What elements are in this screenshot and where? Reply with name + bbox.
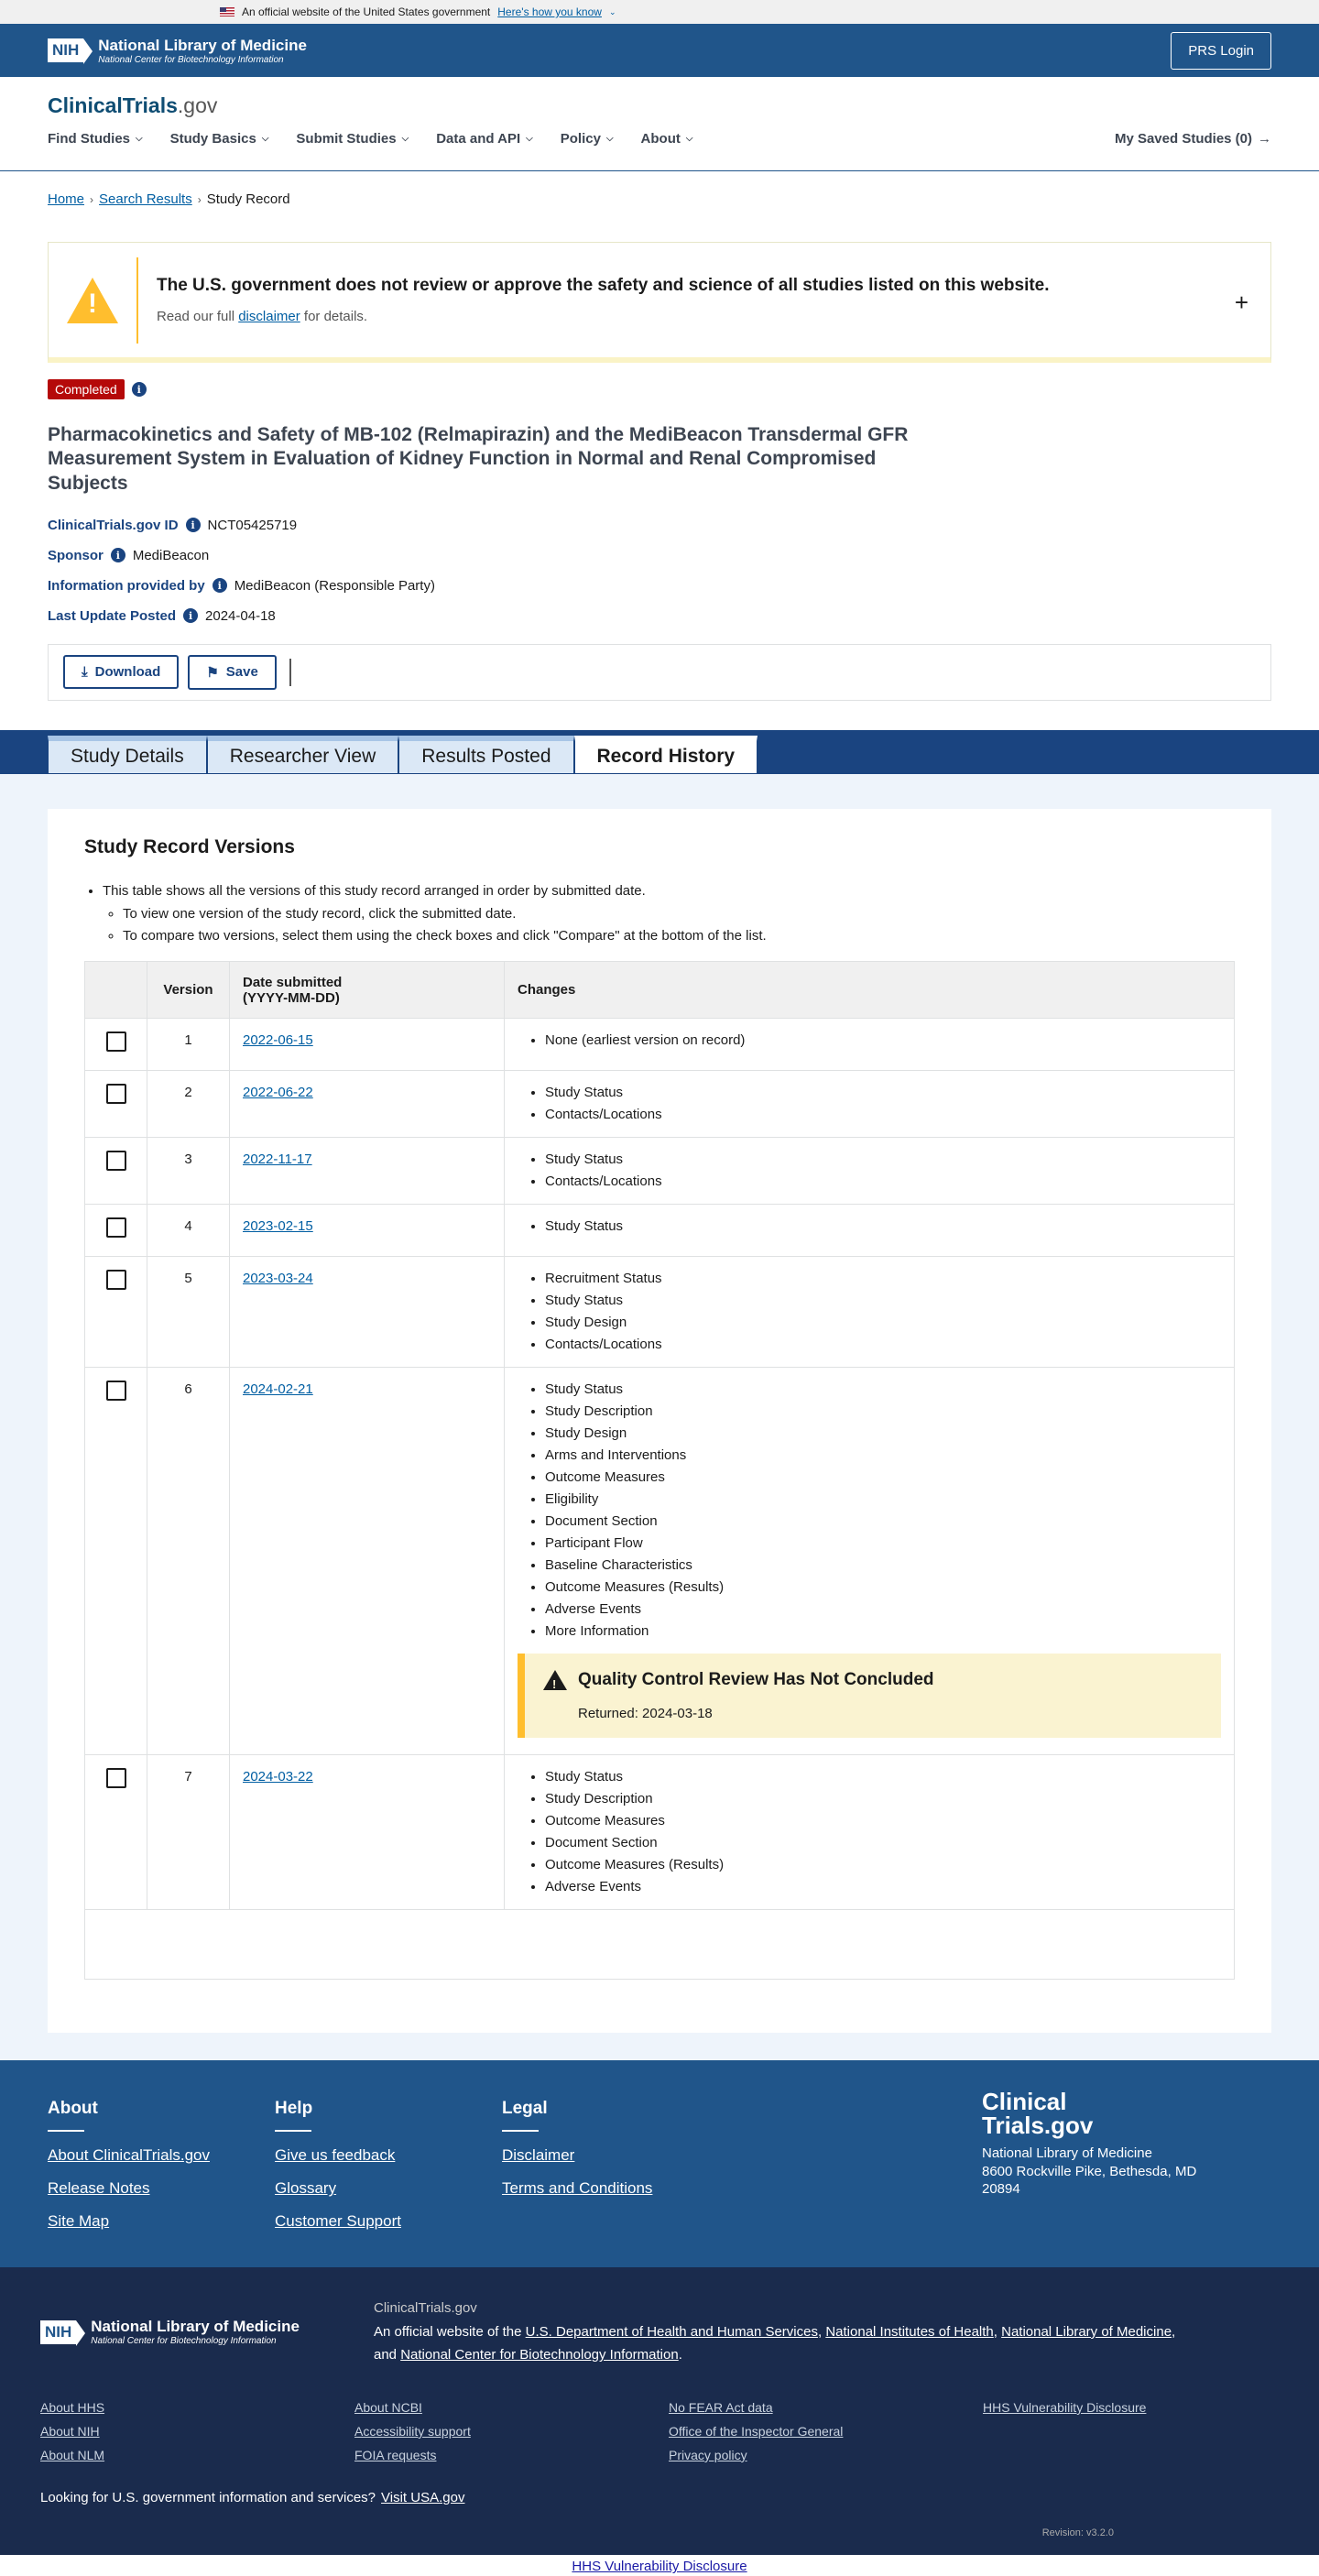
usa-gov-line: Looking for U.S. government information and services? Visit USA.gov: [40, 2489, 465, 2505]
change-item: • Outcome Measures: [545, 1810, 1221, 1832]
chevron-right-icon: ›: [197, 192, 202, 206]
change-item: • Study Description: [545, 1401, 1221, 1423]
version-date-link[interactable]: 2023-03-24: [243, 1271, 313, 1286]
save-button[interactable]: ⚑ Save: [188, 655, 277, 690]
id-label: ClinicalTrials.gov ID: [48, 517, 179, 533]
nlm-subtitle: National Center for Biotechnology Information: [98, 54, 284, 65]
qc-returned: Returned: 2024-03-18: [578, 1706, 713, 1722]
expand-plus-icon[interactable]: +: [1234, 289, 1248, 316]
actions-bar: [48, 644, 1271, 701]
footer-link[interactable]: Office of the Inspector General: [669, 2423, 844, 2439]
provided-by-label: Information provided by: [48, 577, 205, 594]
qc-alert: [518, 1654, 1221, 1738]
chevron-down-icon: ⌄: [608, 6, 616, 16]
prs-login-button[interactable]: PRS Login: [1171, 32, 1271, 70]
compare-checkbox[interactable]: [106, 1031, 126, 1052]
table-row: [85, 1205, 1235, 1257]
sponsor-label: Sponsor: [48, 547, 104, 563]
change-item: • Participant Flow: [545, 1533, 1221, 1555]
compare-checkbox[interactable]: [106, 1270, 126, 1290]
compare-checkbox[interactable]: [106, 1151, 126, 1171]
disclaimer-text: Read our full disclaimer for details.: [157, 309, 368, 324]
change-item: • More Information: [545, 1621, 1221, 1643]
tab-researcher-view[interactable]: Researcher View: [207, 736, 399, 774]
chevron-down-icon: ⌵: [261, 134, 269, 144]
change-item: • Study Status: [545, 1766, 1221, 1788]
nav-find-studies[interactable]: Find Studies ⌵: [48, 131, 143, 147]
version-date-link[interactable]: 2022-11-17: [243, 1152, 312, 1167]
change-item: • Contacts/Locations: [545, 1104, 1221, 1126]
heres-how-you-know-link[interactable]: Here's how you know: [497, 5, 602, 18]
info-icon[interactable]: i: [111, 548, 125, 562]
table-row: [85, 1071, 1235, 1138]
chevron-down-icon: ⌵: [526, 134, 533, 144]
warning-icon: !: [543, 1670, 567, 1690]
study-id: NCT05425719: [207, 517, 298, 533]
footer-help-heading: Help: [275, 2099, 502, 2132]
footer-link[interactable]: Glossary: [275, 2179, 337, 2198]
change-item: • Baseline Characteristics: [545, 1555, 1221, 1577]
footer-link[interactable]: About ClinicalTrials.gov: [48, 2146, 210, 2165]
change-item: • Study Status: [545, 1379, 1221, 1401]
change-item: • Adverse Events: [545, 1599, 1221, 1621]
change-item: • Document Section: [545, 1511, 1221, 1533]
qc-title: Quality Control Review Has Not Concluded: [578, 1670, 934, 1689]
col-changes: Changes: [505, 962, 1235, 1019]
table-row: [85, 1138, 1235, 1205]
footer-link[interactable]: Accessibility support: [354, 2423, 471, 2439]
arrow-right-icon: →: [1258, 131, 1271, 147]
version-date-link[interactable]: 2022-06-22: [243, 1085, 313, 1100]
nav-policy[interactable]: Policy ⌵: [560, 131, 614, 147]
table-footer-row: [85, 1910, 1235, 1980]
nih-badge: NIH: [48, 38, 83, 62]
footer-top: [0, 2060, 1319, 2267]
change-item: • Outcome Measures (Results): [545, 1577, 1221, 1599]
version-number: 4: [147, 1205, 230, 1257]
download-button[interactable]: ⤓ Download: [63, 655, 179, 689]
change-item: • Study Status: [545, 1082, 1221, 1104]
version-number: 1: [147, 1019, 230, 1071]
study-title: Pharmacokinetics and Safety of MB-102 (Relmapirazin) and the MediBeacon Transdermal GFR Measurement System in Evaluation of Kidney Function in Normal and Renal Compromised Subjects: [48, 424, 909, 494]
tab-results-posted[interactable]: Results Posted: [398, 736, 573, 774]
disclaimer-title: The U.S. government does not review or approve the safety and science of all studies listed on this website.: [157, 276, 1050, 295]
download-icon: ⤓: [82, 664, 88, 681]
footer-link[interactable]: HHS Vulnerability Disclosure: [983, 2399, 1147, 2415]
bookmark-icon: ⚑: [206, 664, 219, 681]
versions-table: [84, 961, 1235, 1980]
change-item: • Arms and Interventions: [545, 1445, 1221, 1467]
nav-about[interactable]: About ⌵: [640, 131, 693, 147]
chevron-down-icon: ⌵: [401, 134, 409, 144]
change-item: • Eligibility: [545, 1489, 1221, 1511]
usa-gov-link[interactable]: Visit USA.gov: [381, 2489, 465, 2505]
footer-link[interactable]: About HHS: [40, 2399, 105, 2415]
change-item: • Study Design: [545, 1312, 1221, 1334]
sponsor-value: MediBeacon: [132, 547, 210, 563]
versions-notes: • This table shows all the versions of this study record arranged in order by submitted date. ◦ To view one version of the study record, click the submitted date. ◦ To compare two versions, select them using the check boxes and click "Compare" at the bottom of the list.: [84, 880, 1235, 948]
version-date-link[interactable]: 2023-02-15: [243, 1218, 313, 1234]
change-item: • Contacts/Locations: [545, 1334, 1221, 1356]
my-saved-studies-link[interactable]: My Saved Studies (0) →: [1114, 131, 1271, 147]
footer-link[interactable]: Terms and Conditions: [502, 2179, 653, 2198]
info-icon[interactable]: i: [186, 518, 201, 532]
footer-bottom-links: [40, 2400, 1279, 2462]
version-number: 5: [147, 1257, 230, 1368]
last-update-label: Last Update Posted: [48, 607, 177, 624]
footer-link[interactable]: Site Map: [48, 2212, 110, 2231]
footer-link[interactable]: About NLM: [40, 2447, 105, 2462]
footer-link[interactable]: About NIH: [40, 2423, 100, 2439]
version-number: 6: [147, 1368, 230, 1755]
change-item: • Study Status: [545, 1149, 1221, 1171]
warning-icon: !: [67, 278, 118, 323]
tab-study-details[interactable]: Study Details: [48, 736, 207, 774]
change-item: • Outcome Measures (Results): [545, 1854, 1221, 1876]
change-item: • Study Design: [545, 1423, 1221, 1445]
clinicaltrials-logo[interactable]: ClinicalTrials.gov: [48, 93, 218, 117]
change-item: • Study Status: [545, 1290, 1221, 1312]
table-row: [85, 1368, 1235, 1755]
versions-card: [48, 809, 1271, 2034]
gov-banner: [0, 0, 1319, 24]
nih-link[interactable]: National Institutes of Health: [825, 2323, 994, 2340]
change-item: • Study Status: [545, 1216, 1221, 1238]
nav-study-basics[interactable]: Study Basics ⌵: [169, 131, 269, 147]
compare-checkbox[interactable]: [106, 1084, 126, 1104]
footer-link[interactable]: FOIA requests: [354, 2447, 437, 2462]
version-date-link[interactable]: 2022-06-15: [243, 1032, 313, 1048]
version-number: 2: [147, 1071, 230, 1138]
compare-checkbox[interactable]: [106, 1217, 126, 1238]
col-version: Version: [147, 962, 230, 1019]
version-number: 3: [147, 1138, 230, 1205]
nlm-title: National Library of Medicine: [98, 36, 307, 54]
breadcrumb: [0, 171, 1319, 207]
nav-data-api[interactable]: Data and API ⌵: [436, 131, 533, 147]
nav-submit-studies[interactable]: Submit Studies ⌵: [296, 131, 409, 147]
version-date-link[interactable]: 2024-02-21: [243, 1381, 313, 1397]
footer-link[interactable]: About NCBI: [354, 2399, 422, 2415]
change-item: • Document Section: [545, 1832, 1221, 1854]
info-icon[interactable]: i: [132, 382, 147, 397]
col-date: Date submitted (YYYY-MM-DD): [230, 962, 505, 1019]
footer-official-info: ClinicalTrials.gov An official website of the U.S. Department of Health and Human Services, National Institutes of Health, National Library of Medicine, and National Center for Biotechnology Information.: [374, 2300, 1176, 2363]
nih-logo[interactable]: [48, 37, 307, 65]
footer-link[interactable]: No FEAR Act data: [669, 2399, 773, 2415]
footer-legal-heading: Legal: [502, 2099, 729, 2132]
change-item: • Adverse Events: [545, 1876, 1221, 1898]
versions-heading: Study Record Versions: [84, 835, 295, 857]
main-nav: [48, 131, 1271, 147]
footer-logo[interactable]: Clinical Trials.gov: [982, 2088, 1094, 2140]
status-badge: Completed: [48, 379, 125, 399]
footer-link[interactable]: Privacy policy: [669, 2447, 747, 2462]
change-item: • Outcome Measures: [545, 1467, 1221, 1489]
footer-nih-logo[interactable]: NIH National Library of Medicine National Center for Biotechnology Information: [40, 2297, 317, 2367]
table-row: [85, 1755, 1235, 1910]
footer-bottom: [0, 2267, 1319, 2555]
footer-link[interactable]: Give us feedback: [275, 2146, 396, 2165]
compare-checkbox[interactable]: [106, 1381, 126, 1401]
site-header: [0, 77, 1319, 171]
provided-by-value: MediBeacon (Responsible Party): [234, 577, 435, 594]
table-row: [85, 1019, 1235, 1071]
footer-about-heading: About: [48, 2099, 275, 2132]
version-date-link[interactable]: 2024-03-22: [243, 1769, 313, 1785]
info-icon[interactable]: i: [183, 608, 198, 623]
breadcrumb-current: Study Record: [206, 191, 290, 207]
tab-record-history[interactable]: Record History: [574, 736, 758, 774]
info-icon[interactable]: i: [213, 578, 227, 593]
footer-link[interactable]: Customer Support: [275, 2212, 401, 2231]
change-item: • None (earliest version on record): [545, 1030, 1221, 1052]
chevron-down-icon: ⌵: [685, 134, 693, 144]
breadcrumb-home[interactable]: Home: [48, 191, 85, 207]
ncbi-link[interactable]: National Center for Biotechnology Information: [400, 2347, 679, 2363]
divider: [289, 659, 291, 686]
change-item: • Contacts/Locations: [545, 1171, 1221, 1193]
footer-brand: Clinical Trials.gov National Library of Medicine 8600 Rockville Pike, Bethesda, MD 20894: [982, 2090, 1238, 2199]
us-flag-icon: [220, 7, 234, 16]
table-row: [85, 1257, 1235, 1368]
footer-link[interactable]: Release Notes: [48, 2179, 150, 2198]
disclaimer-alert: [48, 242, 1271, 363]
nlm-header: [0, 24, 1319, 77]
breadcrumb-search-results[interactable]: Search Results: [99, 191, 192, 207]
gov-banner-text: An official website of the United States government: [242, 5, 491, 18]
hhs-link[interactable]: U.S. Department of Health and Human Services: [525, 2323, 818, 2340]
revision-text: Revision: v3.2.0: [1041, 2527, 1114, 2538]
chevron-down-icon: ⌵: [605, 134, 614, 144]
hhs-vulnerability-link[interactable]: HHS Vulnerability Disclosure: [572, 2559, 747, 2575]
study-meta: [0, 496, 1319, 624]
last-update-value: 2024-04-18: [205, 607, 276, 624]
change-item: • Recruitment Status: [545, 1268, 1221, 1290]
change-item: • Study Description: [545, 1788, 1221, 1810]
chevron-right-icon: ›: [90, 192, 94, 206]
footer-link[interactable]: Disclaimer: [502, 2146, 575, 2165]
tabs-bar: [0, 730, 1319, 774]
nlm-link[interactable]: National Library of Medicine: [1001, 2323, 1172, 2340]
chevron-down-icon: ⌵: [136, 134, 143, 144]
compare-checkbox[interactable]: [106, 1768, 126, 1788]
version-number: 7: [147, 1755, 230, 1910]
disclaimer-link[interactable]: disclaimer: [238, 309, 300, 324]
